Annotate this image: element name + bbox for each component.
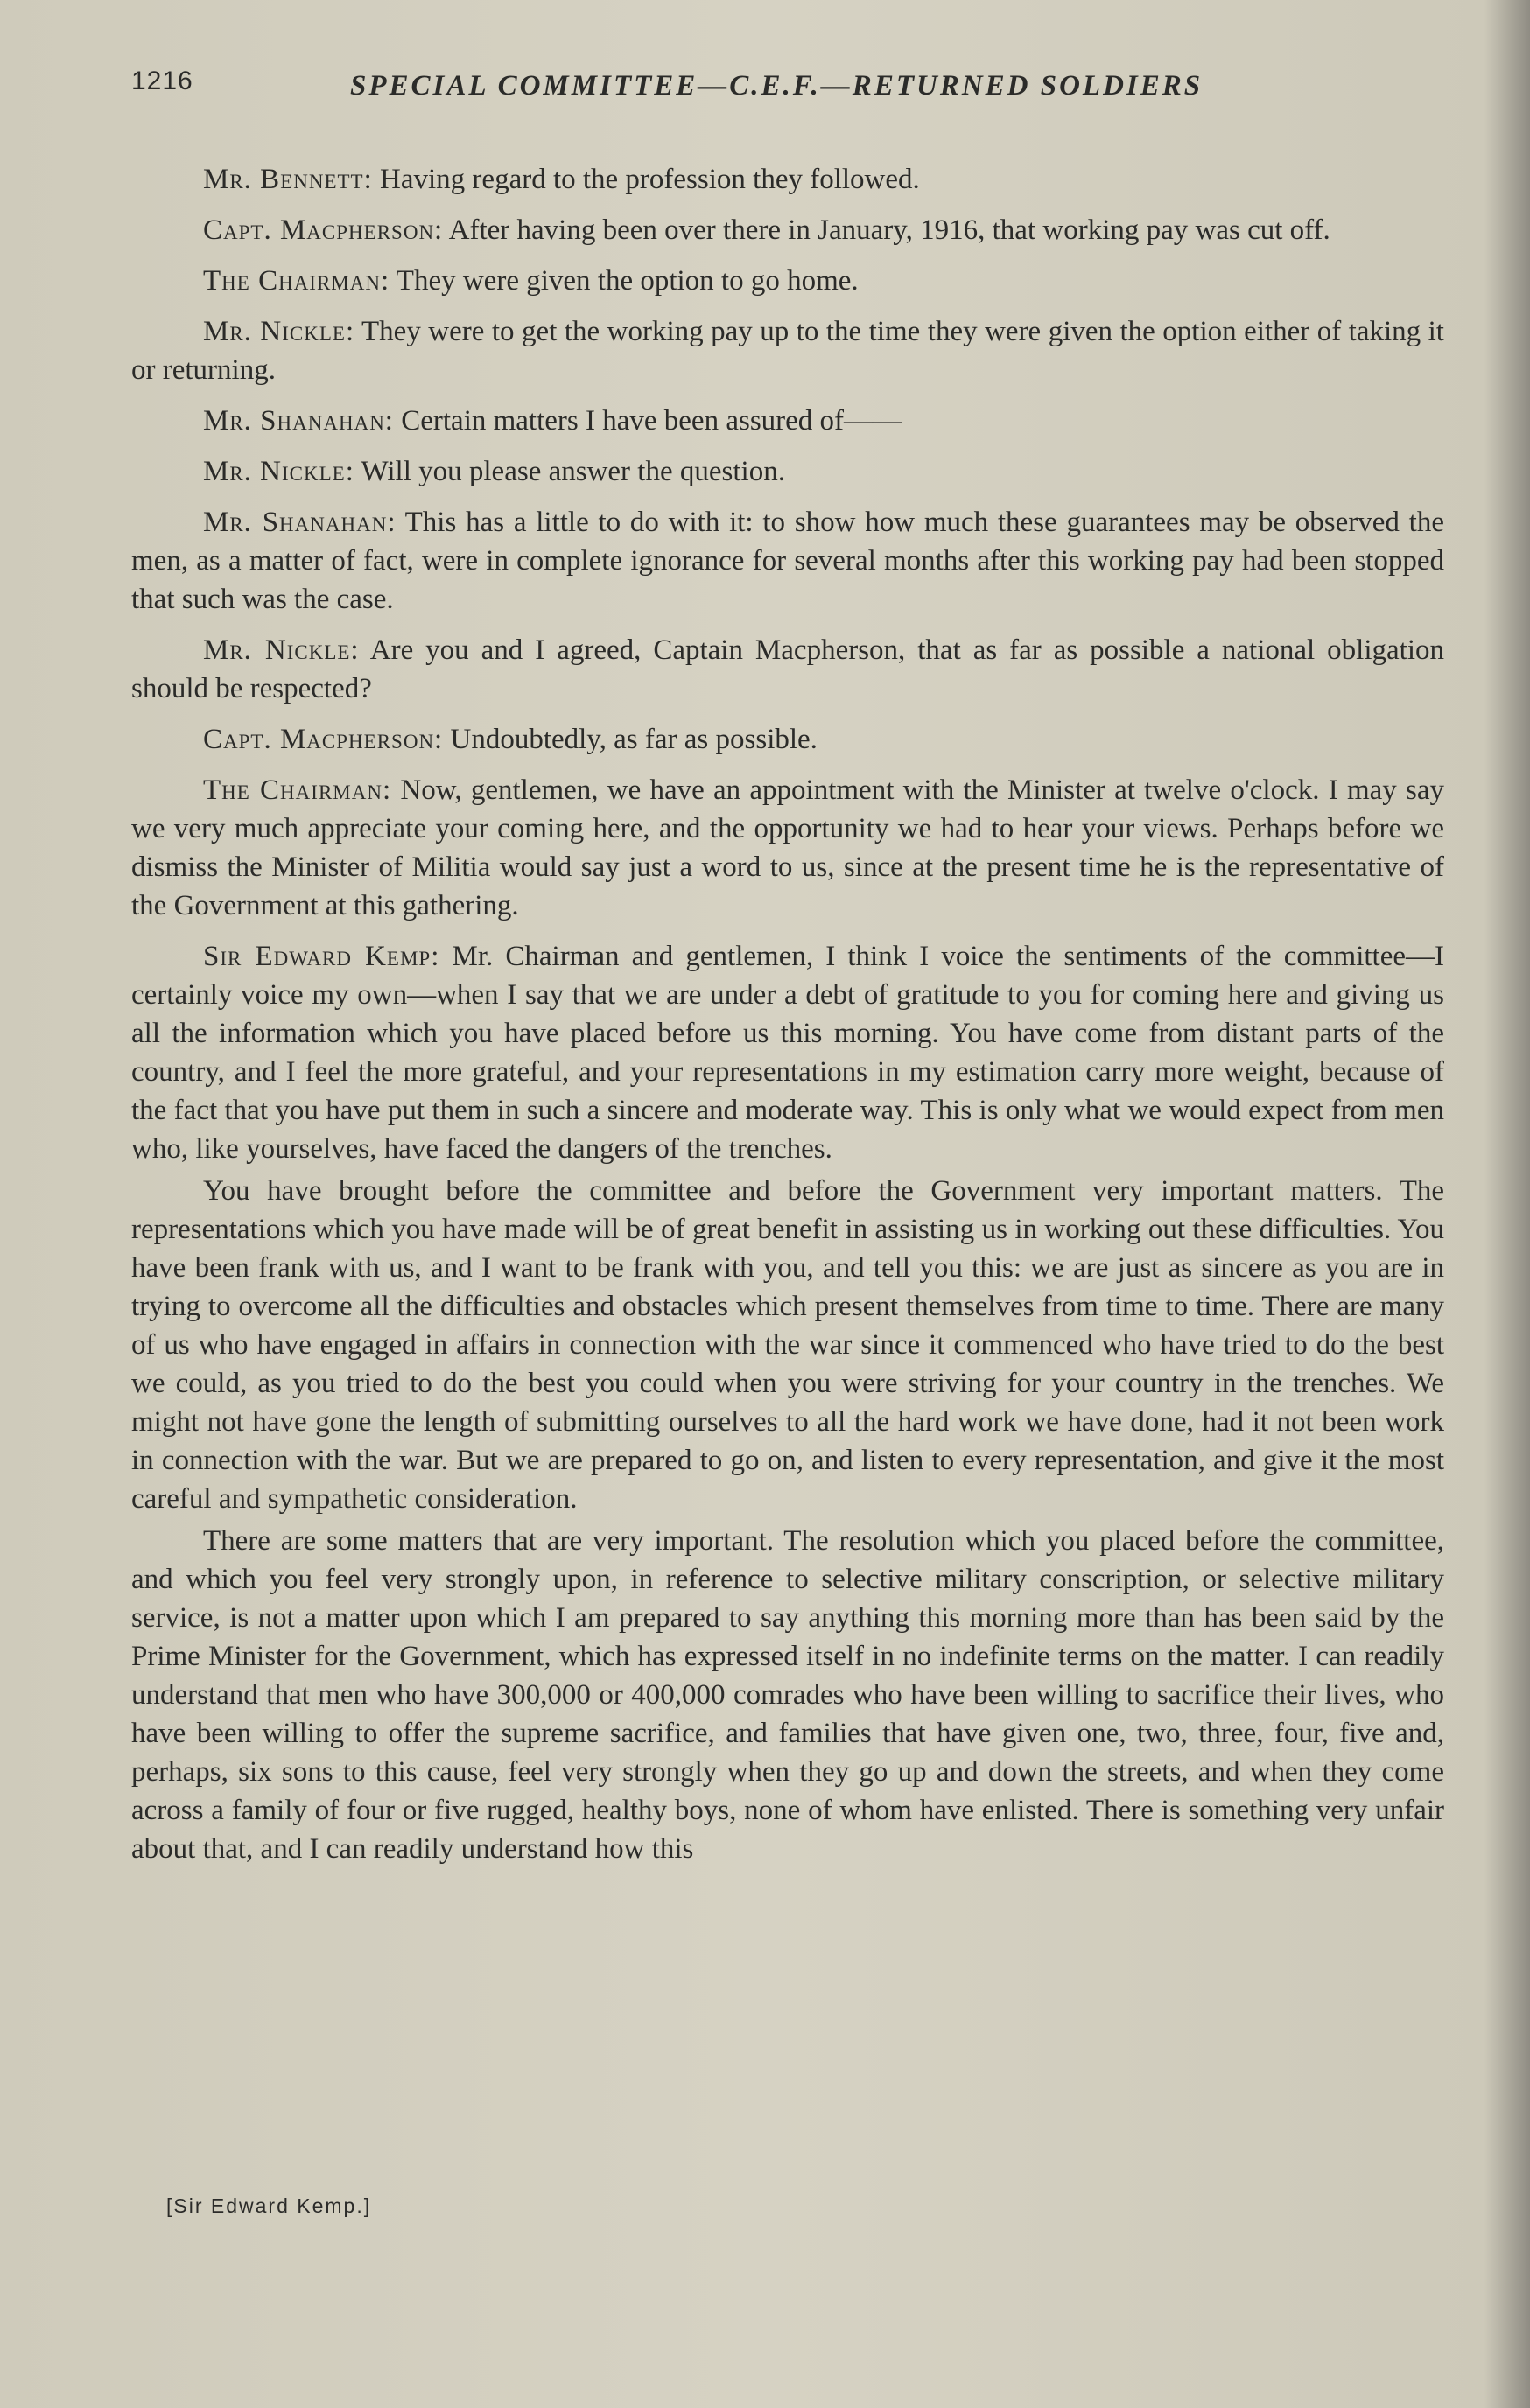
transcript-paragraph (131, 262, 1444, 300)
speaker-name: Mr. Shanahan: (203, 405, 394, 437)
paragraph-text: Mr. Chairman and gentlemen, I think I voice the sentiments of the committee—I certainly voice my own—when I say that we are under a debt of gratitude to you for coming here and giving us all the information which you have placed before us this morning. You have come from distant parts of the country, and I feel the more grateful, and your representations in my estimation carry more weight, because of the fact that you have put them in such a sincere and moderate way. This is only what we would expect from men who, like yourselves, have faced the dangers of the trenches. (131, 941, 1444, 1165)
page-number: 1216 (131, 66, 193, 95)
transcript-paragraph (131, 720, 1444, 759)
paragraph-text: Will you please answer the question. (354, 456, 785, 487)
speaker-attribution: [Sir Edward Kemp.] (166, 2194, 372, 2217)
transcript-body (131, 160, 1444, 1872)
paragraph-text: Certain matters I have been assured of—— (393, 405, 902, 437)
paragraph-text: They were to get the working pay up to the time they were given the option either of taking it or returning. (131, 316, 1444, 386)
speaker-name: Capt. Macpherson: (203, 724, 444, 755)
transcript-paragraph (131, 312, 1444, 389)
paragraph-text: Are you and I agreed, Captain Macpherson, that as far as possible a national obligation should be respected? (131, 634, 1444, 704)
transcript-paragraph (131, 937, 1444, 1168)
paragraph-text: Undoubtedly, as far as possible. (443, 724, 818, 755)
transcript-paragraph (131, 503, 1444, 619)
paragraph-text: There are some matters that are very important. The resolution which you placed before the committee, and which you feel very strongly upon, in reference to selective military conscription, or selective military service, is not a matter upon which I am prepared to say anything this morning more than has been said by the Prime Minister for the Government, which has expressed itself in no indefinite terms on the matter. I can readily understand that men who have 300,000 or 400,000 comrades who have been willing to sacrifice their lives, who have been willing to offer the supreme sacrifice, and families that have given one, two, three, four, five and, perhaps, six sons to this cause, feel very strongly when they go up and down the streets, and when they come across a family of four or five rugged, healthy boys, none of whom have enlisted. There is something very unfair about that, and I can readily understand how this (131, 1525, 1444, 1865)
transcript-paragraph (131, 160, 1444, 199)
paragraph-text: You have brought before the committee and before the Government very important matters. The representations which you have made will be of great benefit in assisting us in working out these difficulties. You have been frank with us, and I want to be frank with you, and tell you this: we are just as sincere as you are in trying to overcome all the difficulties and obstacles which present themselves from time to time. There are many of us who have engaged in affairs in connection with the war since it commenced who have tried to do the best we could, as you tried to do the best you could when you were striving for your country in the trenches. We might not have gone the length of submitting ourselves to all the hard work we have done, had it not been work in connection with the war. But we are prepared to go on, and listen to every representation, and give it the most careful and sympathetic consideration. (131, 1175, 1444, 1515)
speaker-name: Mr. Nickle: (203, 456, 354, 487)
paragraph-text: Now, gentlemen, we have an appointment with the Minister at twelve o'clock. I may say we very much appreciate your coming here, and the opportunity we had to hear your views. Perhaps before we dismiss the Minister of Militia would say just a word to us, since at the present time he is the representative of the Government at this gathering. (131, 774, 1444, 921)
paragraph-text: Having regard to the profession they followed. (372, 164, 920, 195)
page-header (131, 66, 1444, 110)
speaker-name: Mr. Nickle: (203, 634, 360, 666)
speaker-name: The Chairman: (203, 265, 390, 297)
transcript-paragraph (131, 402, 1444, 440)
speaker-name: Mr. Bennett: (203, 164, 373, 195)
transcript-paragraph (131, 1172, 1444, 1518)
speaker-name: Sir Edward Kemp: (203, 941, 440, 972)
running-head: SPECIAL COMMITTEE—C.E.F.—RETURNED SOLDIERS (350, 70, 1204, 102)
speaker-name: Mr. Shanahan: (203, 507, 397, 538)
speaker-name: Capt. Macpherson: (203, 214, 444, 246)
paragraph-text: This has a little to do with it: to show how much these guarantees may be observed the men, as a matter of fact, were in complete ignorance for several months after this working pay had been stopped that such was the case. (131, 507, 1444, 615)
transcript-paragraph (131, 452, 1444, 491)
speaker-name: The Chairman: (203, 774, 392, 806)
transcript-paragraph (131, 771, 1444, 925)
paragraph-text: After having been over there in January, 1916, that working pay was cut off. (443, 214, 1330, 246)
paragraph-text: They were given the option to go home. (390, 265, 859, 297)
transcript-paragraph (131, 1522, 1444, 1868)
transcript-paragraph (131, 211, 1444, 249)
transcript-paragraph (131, 631, 1444, 708)
speaker-name: Mr. Nickle: (203, 316, 355, 347)
